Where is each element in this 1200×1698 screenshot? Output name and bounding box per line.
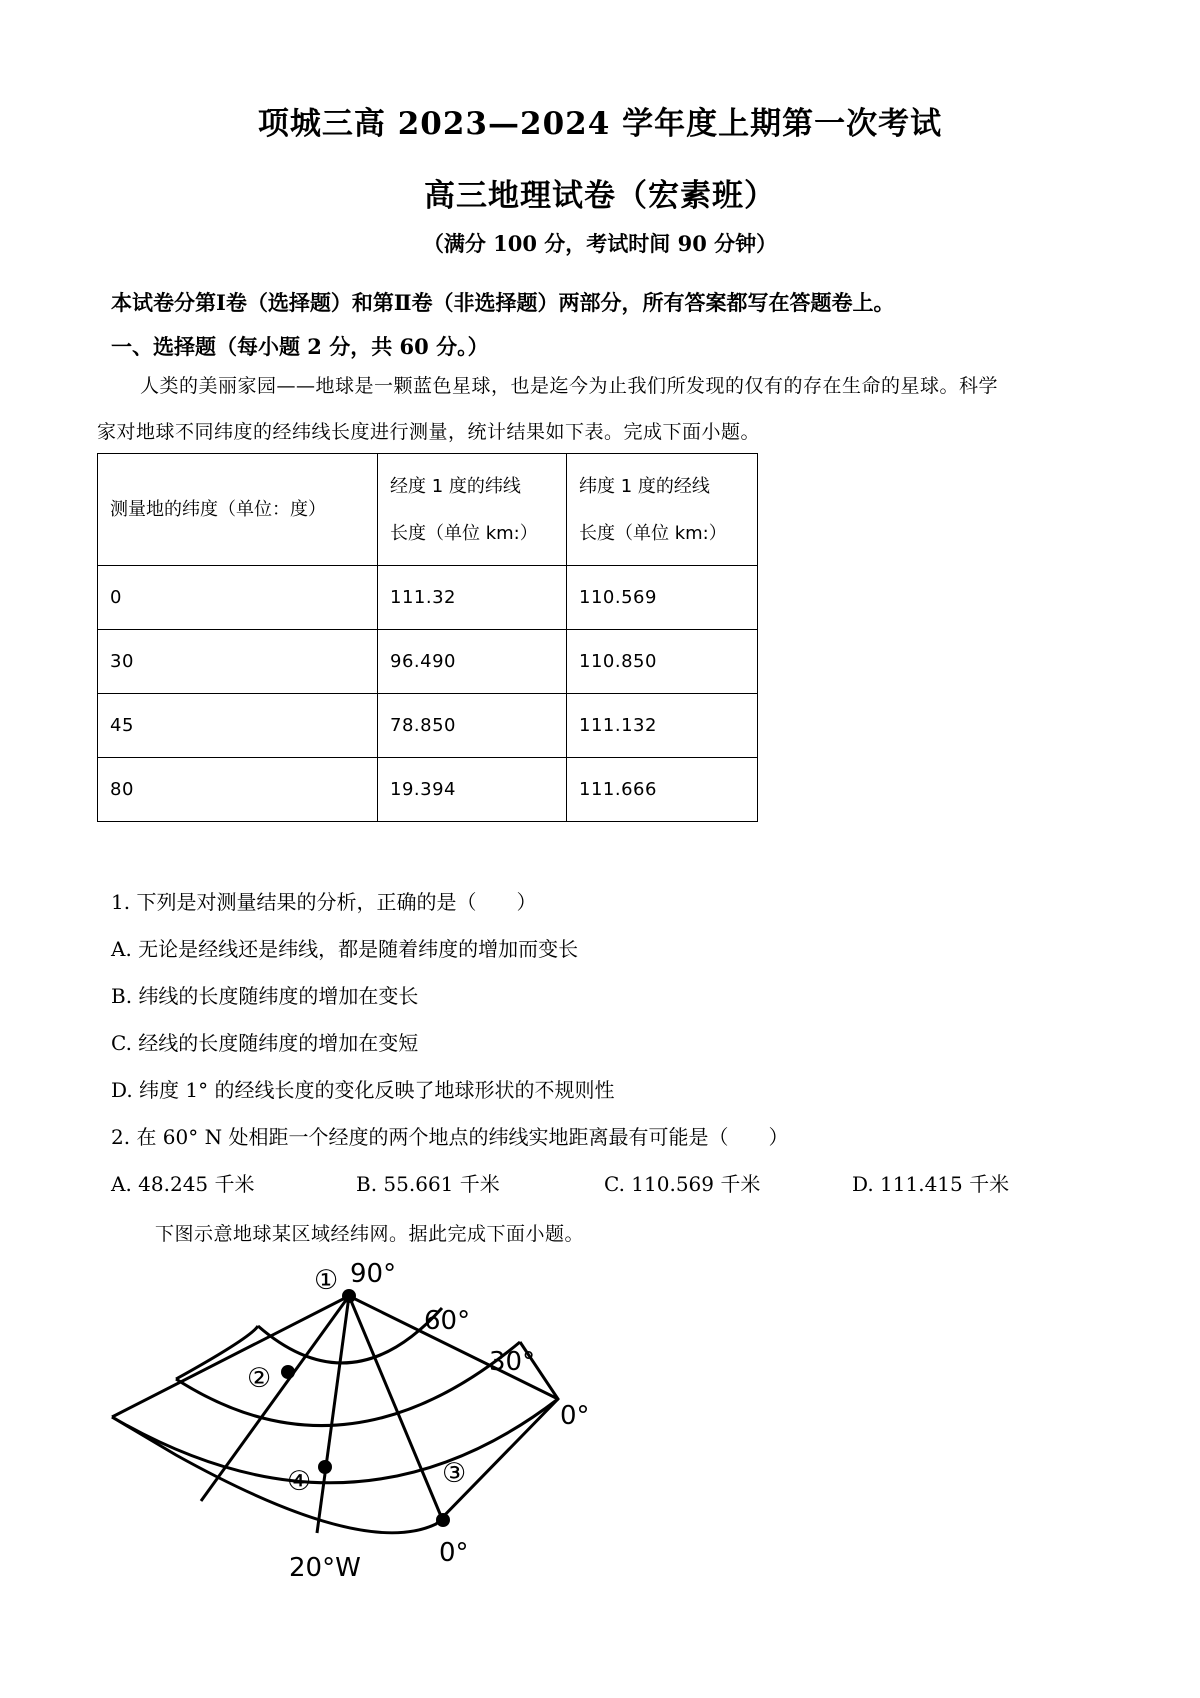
label-lat-90: 90°: [350, 1259, 397, 1289]
q2-option-d: D. 111.415 千米: [852, 1172, 1010, 1196]
graticule-figure: [0, 1255, 1200, 1695]
label-lon-20w: 20°W: [289, 1553, 361, 1583]
table-cell: 19.394: [378, 758, 567, 822]
passage1-line1: 人类的美丽家园——地球是一颗蓝色星球，也是迄今为止我们所发现的仅有的存在生命的星球。科学: [140, 375, 999, 397]
table-cell: 111.666: [567, 758, 758, 822]
label-lat-0: 0°: [560, 1401, 590, 1431]
point-2: [281, 1365, 295, 1379]
label-lon-0: 0°: [439, 1538, 469, 1568]
table-header-row: [98, 454, 758, 566]
q1-option-c: C. 经线的长度随纬度的增加在变短: [111, 1031, 419, 1055]
exam-subtitle: 高三地理试卷（宏素班）: [424, 178, 776, 214]
header-latitude: [98, 454, 378, 566]
header-meridian-line1: 纬度 1 度的经线: [579, 475, 710, 497]
label-point-2: ②: [247, 1363, 272, 1394]
table-cell: 30: [98, 630, 378, 694]
measurement-table: [97, 453, 758, 822]
table-row: [98, 630, 758, 694]
table-cell: 96.490: [378, 630, 567, 694]
label-lat-60: 60°: [424, 1306, 471, 1336]
score-info: （满分 100 分，考试时间 90 分钟）: [422, 231, 778, 256]
section-title: 一、选择题（每小题 2 分，共 60 分。）: [111, 334, 489, 359]
parallel-60-left: [176, 1326, 258, 1379]
header-latitude-label: 测量地的纬度（单位：度）: [110, 499, 326, 520]
header-meridian-line2: 长度（单位 km:）: [579, 522, 727, 544]
q2-option-a: A. 48.245 千米: [111, 1172, 255, 1196]
parallel-0: [112, 1399, 558, 1483]
meridian-left-edge: [112, 1296, 349, 1417]
header-parallel-line2: 长度（单位 km:）: [390, 522, 538, 544]
table-cell: 110.569: [567, 566, 758, 630]
label-point-3: ③: [442, 1458, 467, 1489]
table-cell: 111.32: [378, 566, 567, 630]
q1-option-a: A. 无论是经线还是纬线，都是随着纬度的增加而变长: [111, 937, 579, 961]
q1-option-b: B. 纬线的长度随纬度的增加在变长: [111, 984, 419, 1008]
table-row: [98, 694, 758, 758]
passage2: 下图示意地球某区域经纬网。据此完成下面小题。: [155, 1223, 585, 1245]
header-meridian-length: [567, 454, 758, 566]
point-4: [318, 1460, 332, 1474]
exam-title: 项城三高 2023—2024 学年度上期第一次考试: [257, 106, 943, 142]
table-cell: 0: [98, 566, 378, 630]
table-row: [98, 566, 758, 630]
parallel-60: [258, 1308, 442, 1363]
point-1: [342, 1289, 356, 1303]
label-lat-30: 30°: [489, 1347, 536, 1377]
q2-option-c: C. 110.569 千米: [604, 1172, 761, 1196]
header-parallel-length: [378, 454, 567, 566]
label-point-4: ④: [287, 1466, 312, 1497]
point-3: [436, 1513, 450, 1527]
table-cell: 111.132: [567, 694, 758, 758]
table-cell: 110.850: [567, 630, 758, 694]
q1-option-d: D. 纬度 1° 的经线长度的变化反映了地球形状的不规则性: [111, 1078, 615, 1102]
q2-option-b: B. 55.661 千米: [356, 1172, 500, 1196]
table-cell: 45: [98, 694, 378, 758]
table-cell: 78.850: [378, 694, 567, 758]
intro-text: 本试卷分第Ⅰ卷（选择题）和第Ⅱ卷（非选择题）两部分，所有答案都写在答题卷上。: [111, 290, 895, 315]
table-row: [98, 758, 758, 822]
header-parallel-line1: 经度 1 度的纬线: [390, 475, 521, 497]
q1-stem: 1. 下列是对测量结果的分析，正确的是（ ）: [111, 890, 537, 914]
table-cell: 80: [98, 758, 378, 822]
passage1-line2: 家对地球不同纬度的经纬线长度进行测量，统计结果如下表。完成下面小题。: [97, 421, 761, 443]
q2-stem: 2. 在 60° N 处相距一个经度的两个地点的纬线实地距离最有可能是（ ）: [111, 1125, 789, 1149]
label-point-1: ①: [314, 1265, 339, 1296]
